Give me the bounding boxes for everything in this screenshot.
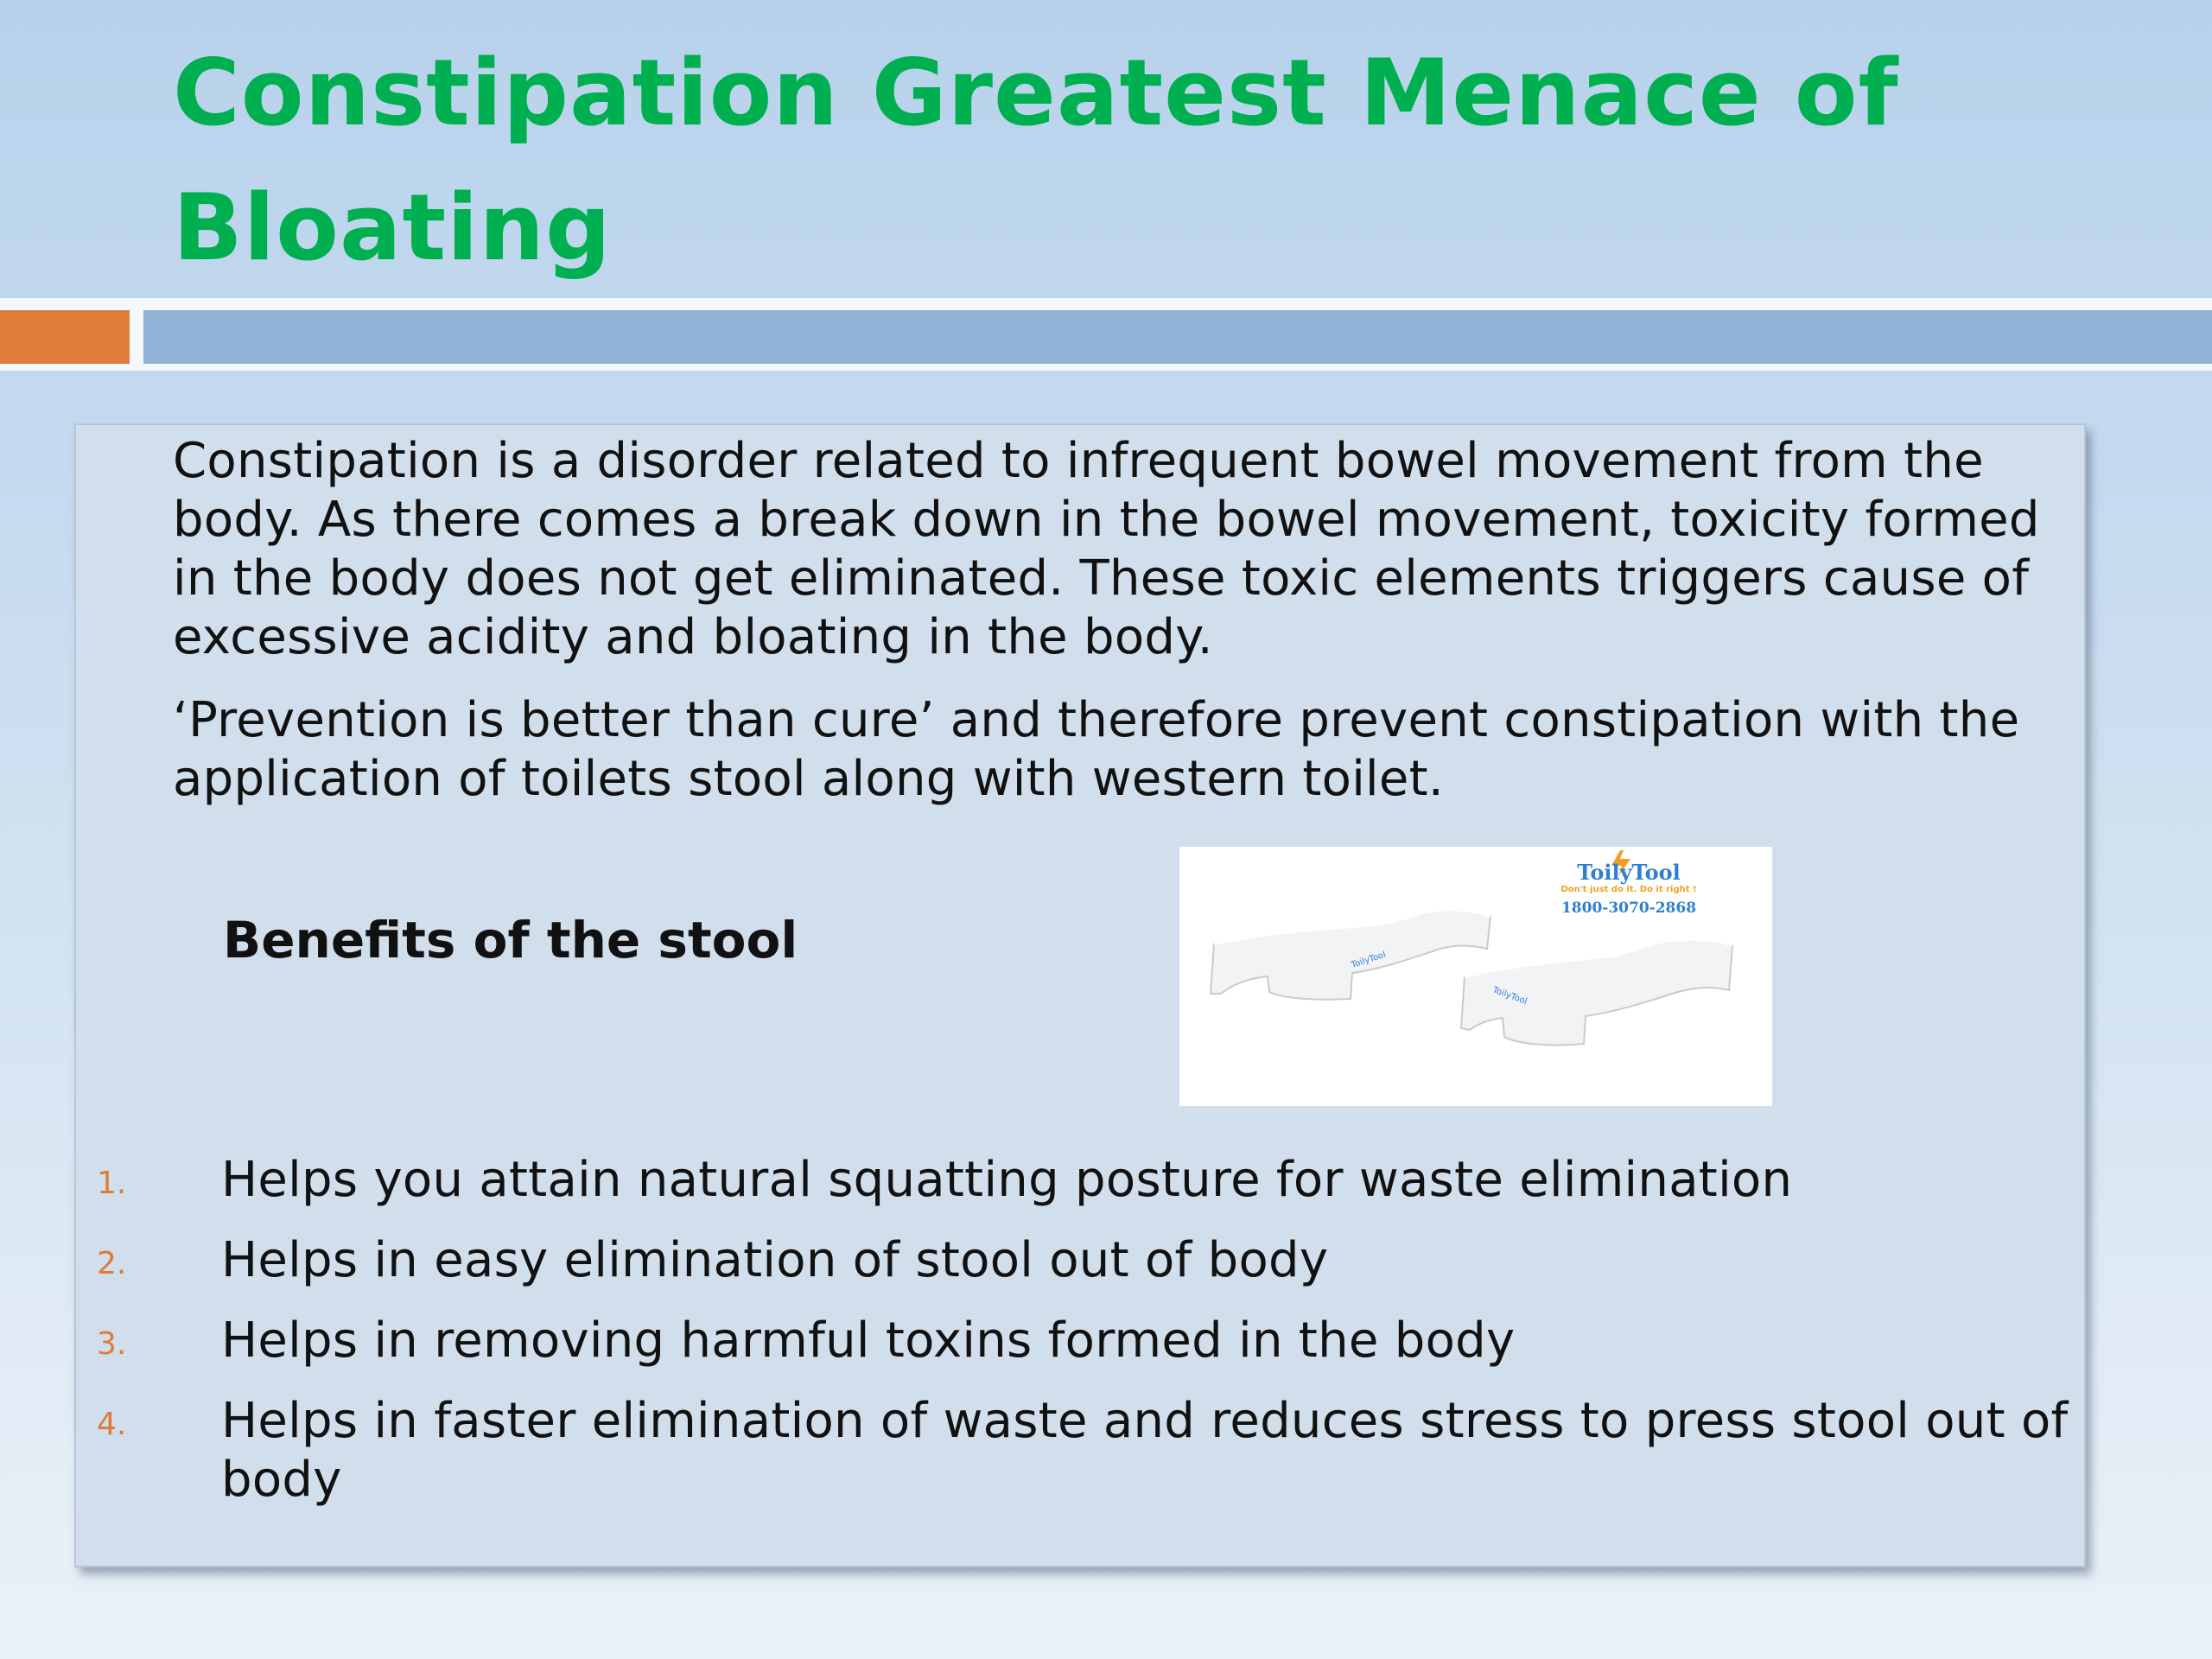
brand-phone: 1800-3070-2868 [1560, 899, 1697, 917]
list-item-text: Helps in removing harmful toxins formed in the body [221, 1313, 1516, 1369]
list-item-text: Helps in easy elimination of stool out of body [221, 1232, 1329, 1288]
prevention-paragraph: ‘Prevention is better than cure’ and therefore prevent constipation with the application of toilets stool along with western toilet. [173, 692, 2020, 807]
list-item-text: Helps in faster elimination of waste and reduces stress to press stool out of body [221, 1393, 2069, 1508]
list-item-number: 4. [97, 1407, 127, 1442]
list-item-number: 1. [97, 1166, 127, 1201]
toilet-stool-illustration [1179, 847, 1772, 1106]
slide-title: Constipation Greatest Menace of Bloating [173, 40, 1899, 281]
stool-left [1211, 910, 1491, 1000]
stool-left-label: ToilyTool [1350, 950, 1388, 970]
brand-name: ToilyTool [1577, 860, 1681, 885]
brand-logo [1560, 850, 1696, 917]
list-item-number: 3. [97, 1326, 127, 1362]
accent-bar-blue [143, 310, 2212, 364]
intro-paragraph: Constipation is a disorder related to infrequent bowel movement from the body. As there comes a break down in the bowel movement, toxicity formed in the body does not get eliminated. These toxic elements triggers cause of excessive acidity and bloating in the body. [173, 433, 2040, 665]
stool-right-label: ToilyTool [1491, 985, 1529, 1007]
toilet-stool-image [1179, 847, 1772, 1106]
stool-right [1461, 939, 1732, 1046]
stool-left-body [1211, 910, 1491, 1000]
benefits-heading: Benefits of the stool [223, 911, 798, 969]
list-item-number: 2. [97, 1246, 127, 1281]
brand-tagline: Don't just do it. Do it right ! [1560, 885, 1697, 894]
accent-bar-orange [0, 310, 130, 364]
list-item-text: Helps you attain natural squatting posture for waste elimination [221, 1152, 1793, 1208]
